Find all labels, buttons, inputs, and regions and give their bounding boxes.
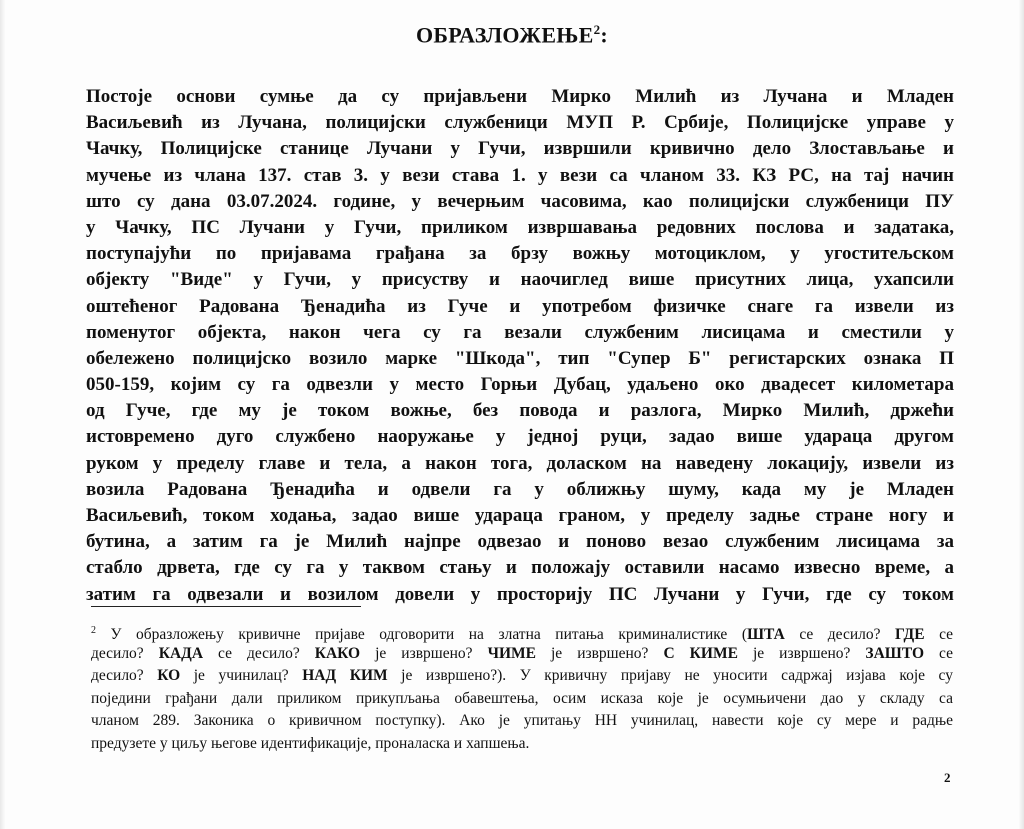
title-footnote-ref: 2 [593,22,601,37]
footnote-text: чланом 289. Законика о кривичном поступку). Ако је упитању НН учинилац, навести које су мере и радње [91,712,953,729]
body-line: Постоје основи сумње да су пријављени Мирко Милић из Лучана и Младен [86,86,954,107]
scan-edge-right [1018,0,1024,829]
footnote-text: се [924,626,954,644]
footnote-text: се десило? [203,644,315,662]
footnote-key-question: ГДЕ [895,626,925,644]
title-text: ОБРАЗЛОЖЕЊЕ [415,22,594,48]
body-line: возила Радована Ђенадића и одвели га у оближњу шуму, када му је Младен [86,478,954,500]
explanation-body [86,84,954,608]
body-line: Чачку, Полицијске станице Лучани у Гучи, извршили кривично дело Злостављање и [86,138,954,160]
body-line: што су дана 03.07.2024. године, у вечерњим часовима, као полицијски службеници ПУ [86,190,954,212]
body-line: истовремено дуго службено наоружање у једној руци, задао више удараца другом [86,426,954,448]
footnote-line [91,665,953,688]
body-line: поступајући по пријавама грађана за брзу вожњу мотоциклом, у угоститељском [86,243,954,265]
footnote-key-question: КО [157,667,181,684]
footnote-key-question: НАД КИМ [302,667,388,684]
page-title [0,22,1024,48]
body-line: бутина, а затим га је Милић најпре одвезао и поново везао службеним лисицама за [86,531,954,553]
footnote-text: десило? [91,667,158,684]
body-line: оштећеног Радована Ђенадића из Гуче и употребом физичке снаге га извели из [86,295,954,317]
footnote-key-question: КАКО [314,644,361,662]
footnote-text: је извршено? [535,644,664,662]
scan-edge-left [0,0,6,829]
body-line: затим га одвезали и возилом довели у просторију ПС Лучани у Гучи, где су током [86,583,954,605]
footnote-text: је извршено?). У кривичну пријаву не уносити садржај изјава које су [387,667,953,684]
footnote-text: поједини грађани дали приликом прикупљања обавештења, осим исказа које је осумњичени дао у складу са [91,689,953,707]
footnote-key-question: КАДА [158,644,204,662]
footnote-text: се [924,644,953,662]
footnote-separator [91,606,361,607]
footnote-line [91,733,959,756]
footnote [91,620,959,755]
body-line: Васиљевић из Лучана, полицијски службеници МУП Р. Србије, Полицијске управе у [86,112,954,134]
body-line: поменутог објекта, након чега су га везали службеним лисицама и сместили у [86,321,954,343]
body-line: објекту "Виде" у Гучи, у присуству и наочиглед више присутних лица, ухапсили [86,269,954,291]
footnote-text: предузете у циљу његове идентификације, проналаска и хапшења. [91,734,530,752]
footnote-line [91,688,953,711]
footnote-text: је извршено? [737,644,866,662]
body-line: руком у пределу главе и тела, а након тога, доласком на наведену локацију, извели из [86,452,954,474]
body-line: мучење из члана 137. став 3. у вези става 1. у вези са чланом 33. КЗ РС, на тај начин [86,164,954,186]
footnote-text: је извршено? [360,644,488,662]
footnote-key-question: ЧИМЕ [487,644,536,662]
title-colon: : [600,22,609,48]
footnote-text: се десило? [784,626,896,644]
footnote-key-question: ШТА [747,626,785,644]
footnote-key-question: С КИМЕ [663,644,738,662]
footnote-marker: 2 [91,625,96,636]
footnote-line [91,710,953,733]
footnote-text: У образложењу кривичне пријаве одговорити на златна питања криминалистике ( [110,626,748,644]
footnote-line [91,643,953,666]
footnote-text: је учинилац? [180,667,303,684]
body-line: 050-159, којим су га одвезли у место Горњи Дубац, удаљено око двадесет километара [86,374,954,396]
body-line: у Чачку, ПС Лучани у Гучи, приликом извршавања редовних послова и задатака, [86,216,954,238]
footnote-text: десило? [91,644,159,662]
body-line: обележено полицијско возило марке "Шкода", тип "Супер Б" регистарских ознака П [86,347,954,369]
footnote-line [91,620,953,643]
body-line: Васиљевић, током ходања, задао више удараца граном, у пределу задње стране ногу и [86,505,954,526]
body-line: стабло дрвета, где су га у таквом стању и положају оставили насамо извесно време, а [86,557,954,579]
body-line: од Гуче, где му је током вожње, без повода и разлога, Мирко Милић, држећи [86,400,954,422]
page-number: 2 [944,770,951,785]
footnote-key-question: ЗАШТО [865,644,925,662]
